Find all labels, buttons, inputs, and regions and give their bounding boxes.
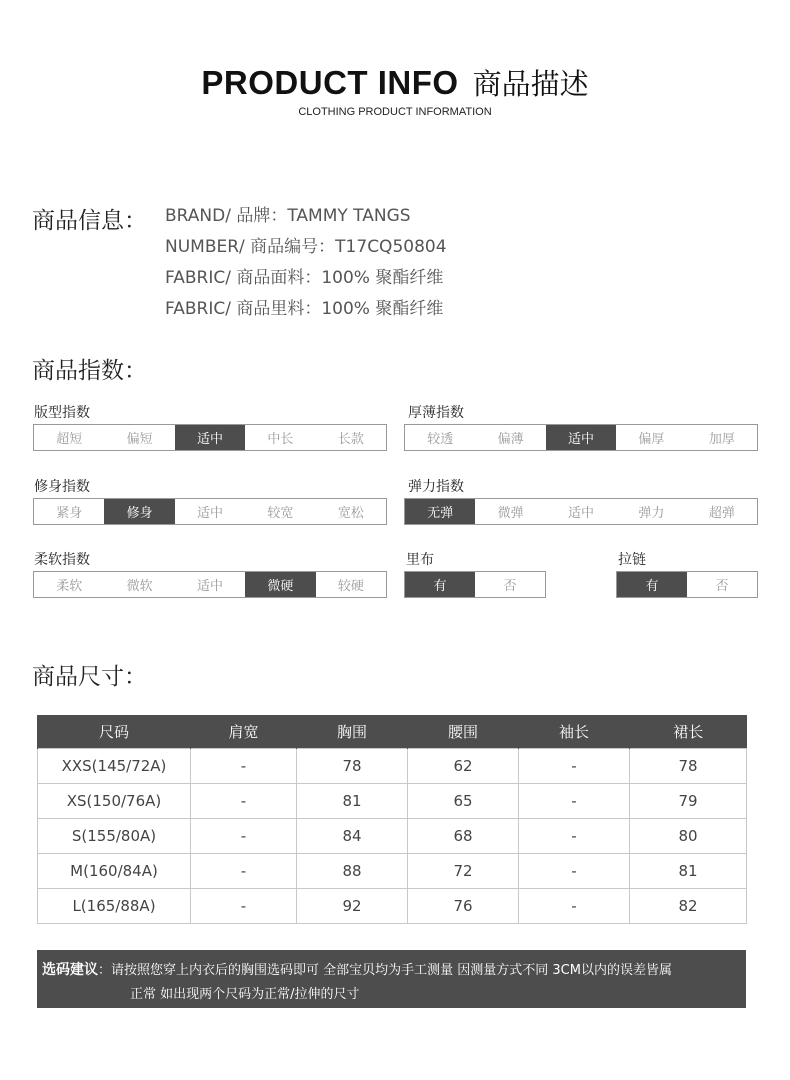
scale-option: 较宽 bbox=[267, 506, 294, 521]
scale-label-stretch: 弹力指数 bbox=[408, 479, 464, 495]
table-row bbox=[38, 818, 747, 853]
scale-option: 有 bbox=[405, 572, 475, 597]
waist-cell: 68 bbox=[408, 818, 519, 853]
skirt-length-cell: 82 bbox=[630, 888, 747, 923]
bust-cell: 78 bbox=[297, 748, 408, 783]
scale-option: 修身 bbox=[104, 499, 174, 524]
scale-option: 偏薄 bbox=[497, 432, 524, 447]
bust-cell: 88 bbox=[297, 853, 408, 888]
scale-label-thickness: 厚薄指数 bbox=[408, 405, 464, 421]
scale-option: 偏厚 bbox=[638, 432, 665, 447]
table-row bbox=[38, 853, 747, 888]
scale-label-softness: 柔软指数 bbox=[34, 552, 90, 568]
note-text-1: ：请按照您穿上内衣后的胸围选码即可 全部宝贝均为手工测量 因测量方式不同 3CM以内的误差皆属 bbox=[98, 963, 672, 978]
scale-option: 较硬 bbox=[337, 579, 364, 594]
scale-option: 微软 bbox=[126, 579, 153, 594]
waist-cell: 65 bbox=[408, 783, 519, 818]
size-table-header bbox=[38, 715, 747, 748]
size-cell: XXS(145/72A) bbox=[38, 748, 191, 783]
info-lining: FABRIC/ 商品里料：100% 聚酯纤维 bbox=[165, 299, 444, 319]
fit-scale bbox=[33, 498, 387, 525]
column-waist: 腰围 bbox=[408, 715, 519, 748]
sleeve-cell: - bbox=[519, 853, 630, 888]
scale-option: 柔软 bbox=[56, 579, 83, 594]
stretch-scale bbox=[404, 498, 758, 525]
scale-option: 较透 bbox=[427, 432, 454, 447]
scale-label-zipper: 拉链 bbox=[618, 552, 646, 568]
scale-option: 超弹 bbox=[708, 506, 735, 521]
shoulder-cell: - bbox=[191, 888, 297, 923]
shoulder-cell: - bbox=[191, 853, 297, 888]
info-list bbox=[165, 205, 447, 329]
page-title bbox=[201, 62, 588, 103]
note-line-1 bbox=[42, 958, 740, 983]
column-shoulder: 肩宽 bbox=[191, 715, 297, 748]
scale-label-fit: 修身指数 bbox=[34, 479, 90, 495]
column-bust: 胸围 bbox=[297, 715, 408, 748]
scale-option: 无弹 bbox=[405, 499, 475, 524]
bust-cell: 84 bbox=[297, 818, 408, 853]
waist-cell: 62 bbox=[408, 748, 519, 783]
scale-option: 偏短 bbox=[126, 432, 153, 447]
scale-option: 适中 bbox=[197, 579, 224, 594]
scale-label-lining: 里布 bbox=[406, 552, 434, 568]
page-header bbox=[0, 62, 790, 103]
scale-option: 加厚 bbox=[708, 432, 735, 447]
column-skirt-length: 裙长 bbox=[630, 715, 747, 748]
size-cell: L(165/88A) bbox=[38, 888, 191, 923]
scale-option: 长款 bbox=[337, 432, 364, 447]
shoulder-cell: - bbox=[191, 818, 297, 853]
table-row bbox=[38, 888, 747, 923]
scale-label-length: 版型指数 bbox=[34, 405, 90, 421]
scale-option: 否 bbox=[715, 579, 729, 594]
title-english: PRODUCT INFO bbox=[201, 64, 459, 101]
size-advice-note bbox=[37, 950, 746, 1008]
bust-cell: 81 bbox=[297, 783, 408, 818]
skirt-length-cell: 80 bbox=[630, 818, 747, 853]
scale-option: 超短 bbox=[56, 432, 83, 447]
sleeve-cell: - bbox=[519, 818, 630, 853]
scale-option: 微硬 bbox=[245, 572, 315, 597]
column-size: 尺码 bbox=[38, 715, 191, 748]
lining-scale bbox=[404, 571, 546, 598]
column-sleeve: 袖长 bbox=[519, 715, 630, 748]
table-row bbox=[38, 783, 747, 818]
page-subtitle: CLOTHING PRODUCT INFORMATION bbox=[298, 106, 492, 118]
info-brand: BRAND/ 品牌：TAMMY TANGS bbox=[165, 206, 411, 226]
scale-option: 有 bbox=[617, 572, 687, 597]
info-heading: 商品信息： bbox=[32, 208, 147, 234]
shoulder-cell: - bbox=[191, 748, 297, 783]
skirt-length-cell: 81 bbox=[630, 853, 747, 888]
shoulder-cell: - bbox=[191, 783, 297, 818]
note-title: 选码建议 bbox=[42, 962, 98, 978]
scale-option: 适中 bbox=[197, 506, 224, 521]
scale-option: 宽松 bbox=[337, 506, 364, 521]
scale-option: 中长 bbox=[267, 432, 294, 447]
size-cell: M(160/84A) bbox=[38, 853, 191, 888]
zipper-scale bbox=[616, 571, 758, 598]
softness-scale bbox=[33, 571, 387, 598]
note-text-2: 正常 如出现两个尺码为正常/拉伸的尺寸 bbox=[130, 987, 360, 1002]
size-table bbox=[37, 715, 747, 924]
bust-cell: 92 bbox=[297, 888, 408, 923]
index-heading: 商品指数： bbox=[32, 358, 147, 384]
scale-option: 紧身 bbox=[56, 506, 83, 521]
size-cell: S(155/80A) bbox=[38, 818, 191, 853]
scale-option: 否 bbox=[503, 579, 517, 594]
skirt-length-cell: 79 bbox=[630, 783, 747, 818]
scale-option: 微弹 bbox=[497, 506, 524, 521]
title-chinese: 商品描述 bbox=[472, 67, 589, 101]
sleeve-cell: - bbox=[519, 888, 630, 923]
skirt-length-cell: 78 bbox=[630, 748, 747, 783]
scale-option: 适中 bbox=[568, 506, 595, 521]
waist-cell: 72 bbox=[408, 853, 519, 888]
scale-option: 弹力 bbox=[638, 506, 665, 521]
waist-cell: 76 bbox=[408, 888, 519, 923]
sleeve-cell: - bbox=[519, 748, 630, 783]
sleeve-cell: - bbox=[519, 783, 630, 818]
length-scale bbox=[33, 424, 387, 451]
scale-option: 适中 bbox=[175, 425, 245, 450]
size-heading: 商品尺寸： bbox=[32, 664, 147, 690]
size-cell: XS(150/76A) bbox=[38, 783, 191, 818]
thickness-scale bbox=[404, 424, 758, 451]
scale-option: 适中 bbox=[546, 425, 616, 450]
info-fabric: FABRIC/ 商品面料：100% 聚酯纤维 bbox=[165, 268, 444, 288]
info-number: NUMBER/ 商品编号：T17CQ50804 bbox=[165, 237, 447, 257]
table-row bbox=[38, 748, 747, 783]
